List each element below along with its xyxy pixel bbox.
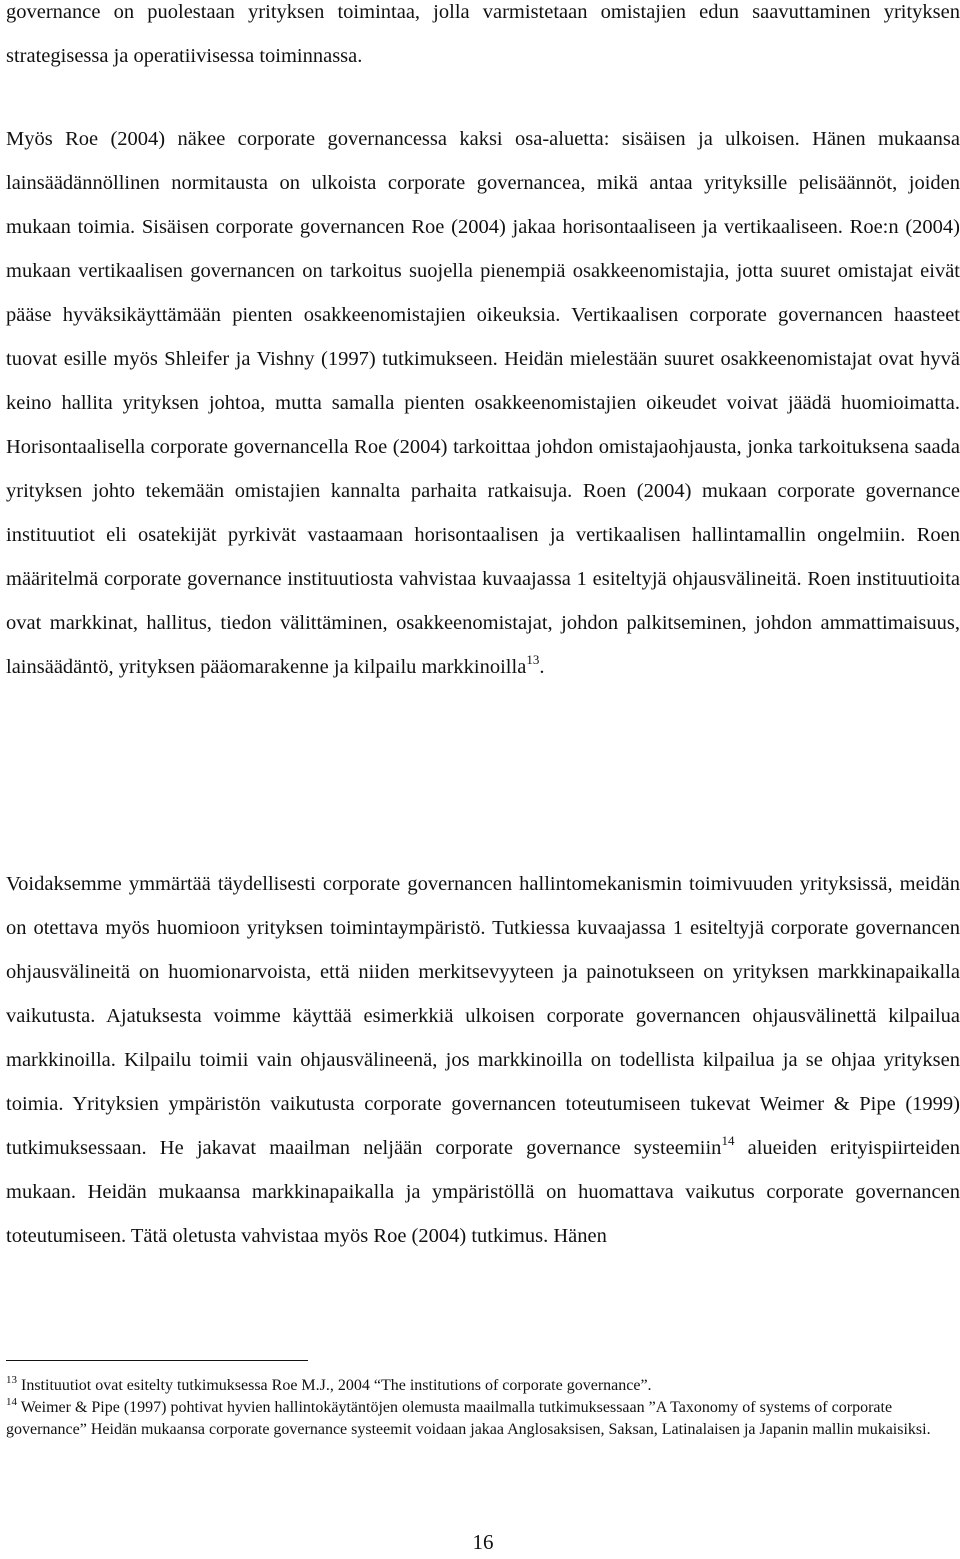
paragraph-3-text: Voidaksemme ymmärtää täydellisesti corporate governancen hallintomekanismin toimivuuden yrityksissä, meidän on otettava myös huomioon yrityksen toimintaympäristö. Tutkiessa kuvaajassa 1 esiteltyjä corporate governancen ohjausvälineitä on huomionarvoista, että niiden merkitsevyyteen ja painotukseen on yrityksen markkinapaikalla vaikutusta. Ajatuksesta voimme käyttää esimerkkiä ulkoisen corporate governancen ohjausvälinettä kilpailua markkinoilla. Kilpailu toimii vain ohjausvälineenä, jos markkinoilla on todellista kilpailua ja se ohjaa yrityksen toimia. Yrityksien ympäristön vaikutusta corporate governancen toteutumiseen tukevat Weimer & Pipe (1999) tutkimuksessaan. He jakavat maailman neljään corporate governance systeemiin xyxy=(6,873,960,1159)
paragraph-2-end: . xyxy=(539,656,545,678)
footnote-number-13: 13 xyxy=(6,1374,17,1386)
footnote-ref-13: 13 xyxy=(526,652,540,667)
footnote-ref-14: 14 xyxy=(721,1133,735,1148)
paragraph-3 xyxy=(6,862,960,1258)
footnote-text-13: Instituutiot ovat esitelty tutkimuksessa Roe M.J., 2004 “The institutions of corporate governance”. xyxy=(17,1377,652,1394)
footnote-14 xyxy=(6,1397,960,1441)
footnote-13 xyxy=(6,1375,960,1397)
paragraph-1 xyxy=(6,0,960,78)
footnote-text-14: Weimer & Pipe (1997) pohtivat hyvien hallintokäytäntöjen olemusta maailmalla tutkimuksessaan ”A Taxonomy of systems of corporate governance” Heidän mukaansa corporate governance systeemit voidaan jakaa Anglosaksisen, Saksan, Latinalaisen ja Japanin mallin mukaisiksi. xyxy=(6,1399,931,1438)
footnote-number-14: 14 xyxy=(6,1396,17,1408)
paragraph-1-text: governance on puolestaan yrityksen toimintaa, jolla varmistetaan omistajien edun saavuttaminen yrityksen strategisessa ja operatiivisessa toiminnassa. xyxy=(6,1,960,67)
paragraph-2-text: Myös Roe (2004) näkee corporate governancessa kaksi osa-aluetta: sisäisen ja ulkoisen. Hänen mukaansa lainsäädännöllinen normitausta on ulkoista corporate governancea, mikä antaa yrityksille pelisäännöt, joiden mukaan toimia. Sisäisen corporate governancen Roe (2004) jakaa horisontaaliseen ja vertikaaliseen. Roe:n (2004) mukaan vertikaalisen governancen on tarkoitus suojella pienempiä osakkeenomistajia, jotta suuret omistajat eivät pääse hyväksikäyttämään pienten osakkeenomistajien oikeuksia. Vertikaalisen corporate governancen haasteet tuovat esille myös Shleifer ja Vishny (1997) tutkimukseen. Heidän mielestään suuret osakkeenomistajat ovat hyvä keino hallita yrityksen johtoa, mutta samalla pienten osakkeenomistajien oikeudet voivat jäädä huomioimatta. Horisontaalisella corporate governancella Roe (2004) tarkoittaa johdon omistajaohjausta, jonka tarkoituksena saada yrityksen johto tekemään omistajien kannalta parhaita ratkaisuja. Roen (2004) mukaan corporate governance instituutiot eli osatekijät pyrkivät vastaamaan horisontaalisen ja vertikaalisen hallintamallin ongelmiin. Roen määritelmä corporate governance instituutiosta vahvistaa kuvaajassa 1 esiteltyjä ohjausvälineitä. Roen instituutioita ovat markkinat, hallitus, tiedon välittäminen, osakkeenomistajat, johdon palkitseminen, johdon ammattimaisuus, lainsäädäntö, yrityksen pääomarakenne ja kilpailu markkinoilla xyxy=(6,128,960,678)
footnote-divider xyxy=(6,1360,308,1361)
paragraph-3-end: alueiden erityispiirteiden mukaan. Heidän mukaansa markkinapaikalla ja ympäristöllä on huomattava vaikutus corporate governancen toteutumiseen. Tätä oletusta vahvistaa myös Roe (2004) tutkimus. Hänen xyxy=(6,1137,960,1247)
paragraph-2 xyxy=(6,117,960,689)
page-number: 16 xyxy=(472,1530,494,1554)
footnotes xyxy=(6,1375,960,1441)
document-page xyxy=(6,0,960,1559)
